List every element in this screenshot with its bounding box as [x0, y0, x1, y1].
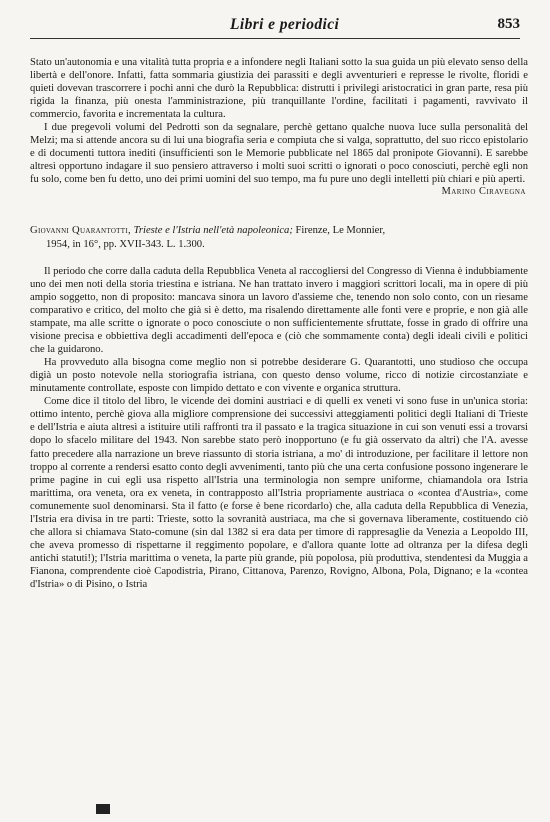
- page-body: [30, 56, 528, 591]
- signature-line: [30, 186, 528, 200]
- first-review: [30, 56, 528, 200]
- citation-author: Giovanni Quarantotti,: [30, 225, 131, 237]
- second-review: [30, 265, 528, 591]
- citation-line: [30, 224, 528, 237]
- citation-details: 1954, in 16°, pp. XVII-343. L. 1.300.: [46, 238, 205, 250]
- citation-publisher: Firenze, Le Monnier,: [295, 225, 386, 237]
- review-paragraph: Il periodo che corre dalla caduta della Repubblica Veneta al raccogliersi del Congresso di Vienna è indubbiamente uno dei men noti della storia triestina e istriana. Ne han trattato invero i maggiori scrittori locali, ma in opere di più ampio soggetto, non di proposito: mancava sinora un lavoro d'assieme che, tenendo non solo conto, con un riesame comparativo e critico, del molto che già si è detto, ma risalendo direttamente alle fonti vere e proprie, e non già alle stampate, ma alle scritte o ignorate o poco conosciute o non sufficientemente sfruttate, fosse in grado di offrire una visione precisa e obbiettiva degli accadimenti dell'epoca e (ciò che sommamente conta) degli ideali civili e politici che la guidarono.: [30, 265, 528, 356]
- review-paragraph: Ha provveduto alla bisogna come meglio non si potrebbe desiderare G. Quarantotti, uno studioso che occupa digià un posto notevole nella storiografia istriana, con questo denso volume, ricco di notizie circostanziate e minutamente controllate, esposte con limpido dettato e con vivente e organica struttura.: [30, 357, 528, 395]
- page-header: [30, 14, 520, 39]
- ink-blot-mark: [96, 804, 110, 814]
- running-title: Libri e periodici: [230, 16, 340, 33]
- page-number: 853: [497, 16, 520, 32]
- review-paragraph: Come dice il titolo del libro, le vicende dei domini austriaci e di quelli ex veneti vi sono fuse in un'unica storia: ottimo intento, perchè giova alla migliore comprensione dei successivi atteggiamenti politici degli Italiani di Trieste e dell'Istria e aiuta altresì a istituire utili raffronti tra il passato e la tragica situazione in cui son venuti essi a trovarsi dopo lo sfacelo militare del 1943. Non sarebbe stato però inopportuno (e fu già osservato da altri) che l'A. avesse fatto precedere alla narrazione un breve riassunto di storia istriana, a mo' di introduzione, per facilitare il lettore non troppo al corrente a rendersi esatto conto degli avvenimenti, tanto più che una certa confusione possono ingenerare le prime pagine in cui egli usa rispetto all'Istria una terminologia non sempre uniforme, chiamandola ora Istria marittima, ora veneta, ora ex veneta, in contrapposto all'Istria propriamente austriaca o «contea d'Austria», come comunemente suol denominarsi. Sta il fatto (e forse è bene ricordarlo) che, alla caduta della Repubblica di Venezia, l'Istria era divisa in tre parti: Trieste, sotto la sovranità austriaca, ma che si governava liberamente, costituendo ciò che allora si chiamava Stato-comune (sin dal 1382 si era data per timore di rappresaglie da Venezia a Leopoldo III, che aveva promesso di rispettarne il reggimento popolare, e d'allora quante lotte ad oltranza per la difesa degli antichi statuti!); l'Istria marittima o veneta, la parte più grande, più popolosa, più produttiva, stendentesi da Muggia a Fianona, comprendente cioè Capodistria, Pirano, Cittanova, Parenzo, Rovigno, Albona, Pola, Dignano; e la «contea d'Istria» o di Pisino, o Istria: [30, 396, 528, 590]
- book-citation: [30, 224, 528, 250]
- review-paragraph: Stato un'autonomia e una vitalità tutta propria e a infondere negli Italiani sotto la sua guida un più elevato senso della libertà e dell'onore. Infatti, fatta sommaria giustizia dei parassiti e degli avventurieri e represse le rivolte, floridi e quieti dovevan trascorrere i pochi anni che durò la Repubblica: distrutti i privilegi aristocratici in gran parte, resa più rigida la finanza, più onesta l'amministrazione, più tranquillante l'ordine, facilitati i pagamenti, ravvivato il commercio, favorita e incrementata la cultura.: [30, 57, 528, 121]
- citation-title: Trieste e l'Istria nell'età napoleonica;: [133, 225, 293, 237]
- review-paragraph: I due pregevoli volumi del Pedrotti son da segnalare, perchè gettano qualche nuova luce sulla personalità del Melzi; ma si attende ancora su di lui una biografia seria e compiuta che si valga, soprattutto, del suo ricco epistolario e di documenti tuttora inediti (insufficienti son le Memorie pubblicate nel 1865 dal pronipote Giovanni). E sarebbe altresì opportuno indagare il suo pensiero attraverso i molti suoi scritti o ignorati o poco conosciuti, perchè egli non fu solo, come ben fu detto, uno dei primi uomini del suo tempo, ma fu pure uno degli intelletti più chiari e più aperti.: [30, 122, 528, 186]
- reviewer-signature: Marino Ciravegna: [441, 186, 526, 198]
